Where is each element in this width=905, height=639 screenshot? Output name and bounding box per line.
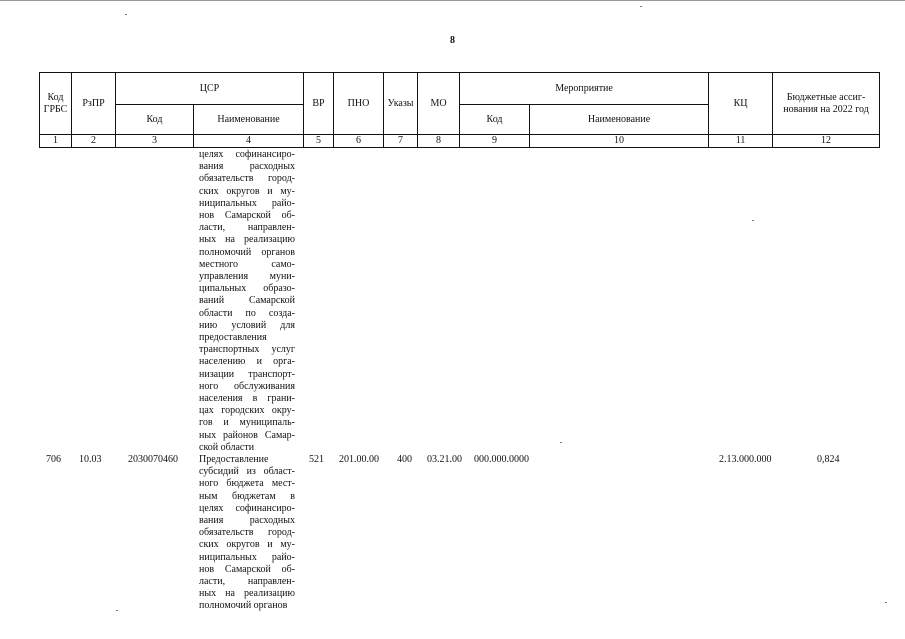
scan-speck [116,610,118,611]
text-line: ниципальных райо- [199,197,295,209]
header-pno: ПНО [334,73,384,135]
table-header [39,72,880,148]
text-line: целях софинансиро- [199,149,295,160]
text-line: транспортных услуг [199,344,295,356]
text-line: низации транспорт- [199,368,295,380]
text-line: полномочий органов [199,246,295,258]
header-csr-name: Наименование [194,105,304,135]
text-line: ных на реализацию [199,588,295,600]
text-line: обязательств город- [199,527,295,539]
column-number: 6 [334,135,384,148]
text-line: ниципальных райо- [199,551,295,563]
text-line: ласти, направлен- [199,576,295,588]
column-number: 9 [460,135,530,148]
header-rzpr: РзПР [72,73,116,135]
header-meropriyatie: Мероприятие [460,73,709,105]
text-line: нов Самарской об- [199,563,295,575]
scan-speck [752,220,754,221]
header-vr: ВР [304,73,334,135]
column-number: 5 [304,135,334,148]
text-line: управления муни- [199,271,295,283]
text-line: ных на реализацию [199,234,295,246]
text-line: ного бюджета мест- [199,478,295,490]
header-kod-grbs: Код ГРБС [40,73,72,135]
text-line: ских округов и му- [199,185,295,197]
scan-edge-line [0,0,905,1]
scan-speck [885,602,887,603]
text-line: ласти, направлен- [199,222,295,234]
text-line: вания расходных [199,515,295,527]
scan-speck [125,14,127,15]
text-line: ципальных образо- [199,283,295,295]
text-line: Предоставление [199,454,269,465]
column-number: 7 [384,135,418,148]
header-csr-kod: Код [116,105,194,135]
column-number: 10 [530,135,709,148]
column-number: 1 [40,135,72,148]
text-line: ного обслуживания [199,380,295,392]
text-line: гов и муниципаль- [199,417,295,429]
text-line: целях софинансиро- [199,502,295,514]
text-line: населения в грани- [199,393,295,405]
header-budget: Бюджетные ассиг-нования на 2022 год [773,73,880,135]
continued-name-text [199,149,295,454]
column-number: 3 [116,135,194,148]
column-number: 11 [709,135,773,148]
text-line: ных районов Самар- [199,429,295,441]
row-mer-kod: 000.000.0000 [474,454,529,465]
row-grbs: 706 [46,454,61,465]
column-number: 12 [773,135,880,148]
text-line: нию условий для [199,319,295,331]
header-mo: МО [418,73,460,135]
text-line: области по созда- [199,307,295,319]
text-line: ным бюджетам в [199,490,295,502]
header-mer-kod: Код [460,105,530,135]
row-mo: 03.21.00 [427,454,462,465]
header-mer-name: Наименование [530,105,709,135]
text-line: обязательств город- [199,173,295,185]
text-line: ской области [199,441,255,453]
row-name-text [199,454,295,613]
text-line: предоставления [199,332,267,344]
scan-speck [640,6,642,7]
text-line: населению и орга- [199,356,295,368]
row-rzpr: 10.03 [79,454,102,465]
page-number: 8 [450,35,455,46]
header-ukazy: Указы [384,73,418,135]
row-ukazy: 400 [397,454,412,465]
text-line: субсидий из област- [199,466,295,478]
scan-speck [560,442,562,443]
row-kc: 2.13.000.000 [719,454,772,465]
row-csr: 2030070460 [128,454,178,465]
text-line: нов Самарской об- [199,210,295,222]
header-csr: ЦСР [116,73,304,105]
header-kc: КЦ [709,73,773,135]
text-line: вания расходных [199,161,295,173]
row-pno: 201.00.00 [339,454,379,465]
text-line: полномочий органов [199,600,288,612]
text-line: ских округов и му- [199,539,295,551]
column-number: 8 [418,135,460,148]
text-line: местного само- [199,258,295,270]
text-line: цах городских окру- [199,405,295,417]
column-number: 4 [194,135,304,148]
row-vr: 521 [309,454,324,465]
text-line: ваний Самарской [199,295,295,307]
column-number: 2 [72,135,116,148]
row-amount: 0,824 [817,454,840,465]
